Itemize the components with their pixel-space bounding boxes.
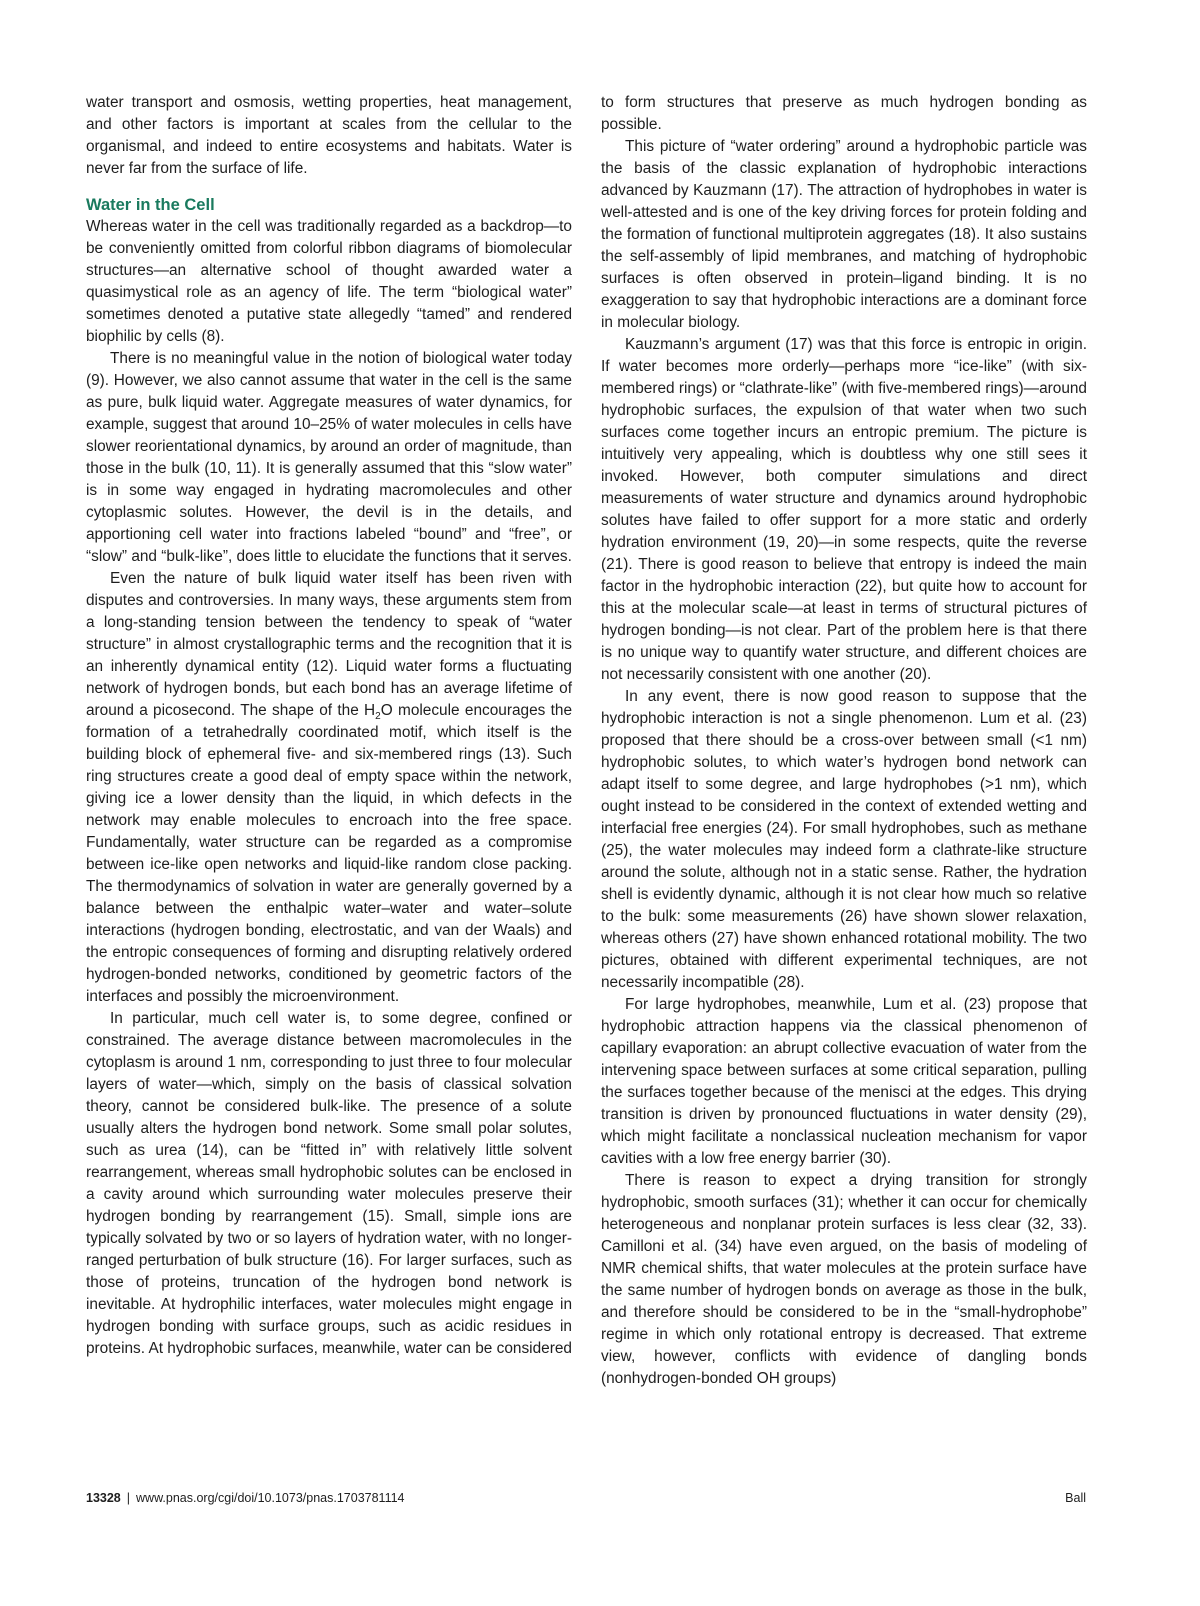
footer-separator: | bbox=[126, 1491, 131, 1505]
h2o-formula: $H_2O$ bbox=[364, 702, 393, 723]
author-name: Ball bbox=[1065, 1491, 1086, 1505]
paragraph-kauzmann-argument: Kauzmann’s argument (17) was that this force is entropic in origin. If water becomes more orderly—perhaps more “ice-like” (with six-membered rings) or “clathrate-like” (with five-membered rings)—around hydrophobic surfaces, the expulsion of that water when two such surfaces come together incurs an entropic premium. The picture is intuitively very appealing, which is doubtless why one still sees it invoked. However, both computer simulations and direct measurements of water structure and dynamics around hydrophobic solutes have failed to offer support for a more static and orderly hydration environment (19, 20)—in some respects, quite the reverse (21). There is good reason to believe that entropy is indeed the main factor in the hydrophobic interaction (22), but quite how to account for this at the molecular scale—at least in terms of structural pictures of hydrogen bonding—is not clear. Part of the problem here is that there is no unique way to quantify water structure, and different choices are not necessarily consistent with one another (20). bbox=[601, 336, 1087, 683]
paragraph-liquid-water-structure bbox=[86, 568, 572, 1008]
liquid-water-text-after: molecule encourages the formation of a tetrahedrally coordinated motif, which itself is the building block of ephemeral five- and six-membered rings (13). Such ring structures create a good deal of empty space within the network, giving ice a lower density than the liquid, in which defects in the network may enable molecules to encroach into the free space. Fundamentally, water structure can be regarded as a compromise between ice-like open networks and liquid-like random close packing. The thermodynamics of solvation in water are generally governed by a balance between the enthalpic water–water and water–solute interactions (hydrogen bonding, electrostatic, and van der Waals) and the entropic consequences of forming and disrupting relatively ordered hydrogen-bonded networks, conditioned by geometric factors of the interfaces and possibly the microenvironment. bbox=[86, 702, 572, 1005]
liquid-water-text-before: Even the nature of bulk liquid water itself has been riven with disputes and controversies. In many ways, these arguments stem from a long-standing tension between the tendency to speak of “water structure” in almost crystallographic terms and the recognition that it is an inherently dynamical entity (12). Liquid water forms a fluctuating network of hydrogen bonds, but each bond has an average lifetime of around a picosecond. The shape of the bbox=[86, 570, 572, 719]
intro-paragraph: water transport and osmosis, wetting properties, heat management, and other factors is important at scales from the cellular to the organismal, and indeed to entire ecosystems and habitats. Water is never far from the surface of life. bbox=[86, 94, 572, 177]
paragraph-water-ordering: This picture of “water ordering” around a hydrophobic particle was the basis of the classic explanation of hydrophobic interactions advanced by Kauzmann (17). The attraction of hydrophobes in water is well-attested and is one of the key driving forces for protein folding and the formation of functional multiprotein aggregates (18). It also sustains the self-assembly of lipid membranes, and matching of hydrophobic surfaces is often observed in protein–ligand binding. It is no exaggeration to say that hydrophobic interactions are a dominant force in molecular biology. bbox=[601, 138, 1087, 331]
paragraph-confined-water: In particular, much cell water is, to some degree, confined or constrained. The average distance between macromolecules in the cytoplasm is around 1 nm, corresponding to just three to four molecular layers of water—which, simply on the basis of classical solvation theory, cannot be considered bulk-like. The presence of a solute usually alters the hydrogen bond network. Some small polar solutes, such as urea (14), can be “fitted in” with relatively little solvent rearrangement, whereas small hydrophobic solutes can be enclosed in a cavity around which surrounding water molecules preserve their hydrogen bonding by rearrangement (15). Small, simple ions are typically solvated by two or so layers of hydration water, with no longer-ranged perturbation of bulk structure (16). For larger surfaces, such as those of proteins, truncation of the hydrogen bond network is inevitable. At hydrophilic interfaces, water molecules might engage in hydrogen bonding with surface groups, such as acidic residues in proteins. At hydrophobic surfaces, meanwhile, water can be considered bbox=[86, 1010, 572, 1357]
page-footer bbox=[86, 1488, 1086, 1508]
left-column bbox=[86, 92, 572, 1360]
paragraph-continuation: to form structures that preserve as much hydrogen bonding as possible. bbox=[601, 94, 1087, 133]
paragraph-drying-transition: There is reason to expect a drying transition for strongly hydrophobic, smooth surfaces (31); whether it can occur for chemically heterogeneous and nonplanar protein surfaces is less clear (32, 33). Camilloni et al. (34) have even argued, on the basis of modeling of NMR chemical shifts, that water molecules at the protein surface have the same number of hydrogen bonds on average as those in the bulk, and therefore should be considered to be in the “small-hydrophobe” regime in which only rotational entropy is decreased. That extreme view, however, conflicts with evidence of dangling bonds (nonhydrogen-bonded OH groups) bbox=[601, 1172, 1087, 1387]
right-column bbox=[601, 92, 1087, 1390]
paragraph-hydrophobe-crossover: In any event, there is now good reason to suppose that the hydrophobic interaction is not a single phenomenon. Lum et al. (23) proposed that there should be a cross-over between small (<1 nm) hydrophobic solutes, to which water’s hydrogen bond network can adapt itself to some degree, and large hydrophobes (>1 nm), which ought instead to be considered in the context of extended wetting and interfacial free energies (24). For small hydrophobes, such as methane (25), the water molecules may indeed form a clathrate-like structure around the solute, although not in a static sense. Rather, the hydration shell is evidently dynamic, although it is not clear how much so relative to the bulk: some measurements (26) have shown slower relaxation, whereas others (27) have shown enhanced rotational mobility. The two pictures, obtained with different experimental techniques, are not necessarily incompatible (28). bbox=[601, 688, 1087, 991]
paragraph-biological-water-history: Whereas water in the cell was traditionally regarded as a backdrop—to be conveniently omitted from colorful ribbon diagrams of biomolecular structures—an alternative school of thought awarded water a quasimystical role as an agency of life. The term “biological water” sometimes denoted a putative state allegedly “tamed” and rendered biophilic by cells (8). bbox=[86, 218, 572, 345]
paragraph-slow-water: There is no meaningful value in the notion of biological water today (9). However, we also cannot assume that water in the cell is the same as pure, bulk liquid water. Aggregate measures of water dynamics, for example, suggest that around 10–25% of water molecules in cells have slower reorientational dynamics, by around an order of magnitude, than those in the bulk (10, 11). It is generally assumed that this “slow water” is in some way engaged in hydrating macromolecules and other cytoplasmic solutes. However, the devil is in the details, and apportioning cell water into fractions labeled “bound” and “free”, or “slow” and “bulk-like”, does little to elucidate the functions that it serves. bbox=[86, 350, 572, 565]
page-number: 13328 bbox=[86, 1491, 121, 1505]
doi-link[interactable]: www.pnas.org/cgi/doi/10.1073/pnas.1703781114 bbox=[136, 1491, 405, 1505]
section-heading: Water in the Cell bbox=[86, 196, 215, 214]
paragraph-large-hydrophobes: For large hydrophobes, meanwhile, Lum et al. (23) propose that hydrophobic attraction happens via the classical phenomenon of capillary evaporation: an abrupt collective evacuation of water from the intervening space between surfaces at some critical separation, pulling the surfaces together because of the menisci at the edges. This drying transition is driven by pronounced fluctuations in water density (29), which might facilitate a nonclassical nucleation mechanism for vapor cavities with a low free energy barrier (30). bbox=[601, 996, 1087, 1167]
